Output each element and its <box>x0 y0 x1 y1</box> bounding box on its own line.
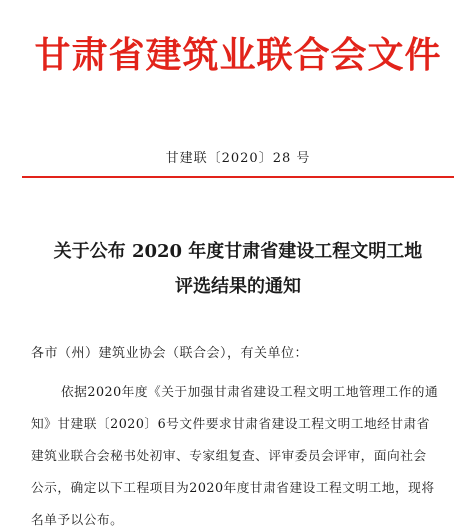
notice-title <box>0 234 476 304</box>
body-paragraph <box>31 376 451 532</box>
notice-title-line-1: 关于公布 2020 年度甘肃省建设工程文明工地 <box>53 241 423 262</box>
notice-title-line-2: 评选结果的通知 <box>175 276 301 297</box>
addressee: 各市（州）建筑业协会（联合会），有关单位： <box>31 346 309 361</box>
body-line-4: 公示，确定以下工程项目为2020年度甘肃省建设工程文明工地，现将 <box>31 480 435 495</box>
document-number: 甘建联〔2020〕28 号 <box>165 151 311 166</box>
red-divider-line <box>22 176 454 178</box>
body-line-1: 依据2020年度《关于加强甘肃省建设工程文明工地管理工作的通 <box>61 384 439 399</box>
organization-title: 甘肃省建筑业联合会文件 <box>34 34 442 76</box>
body-line-3: 建筑业联合会秘书处初审、专家组复查、评审委员会评审，面向社会 <box>31 448 427 463</box>
body-line-5: 名单予以公布。 <box>31 512 124 527</box>
body-line-2: 知》甘建联〔2020〕6号文件要求甘肃省建设工程文明工地经甘肃省 <box>31 416 430 431</box>
